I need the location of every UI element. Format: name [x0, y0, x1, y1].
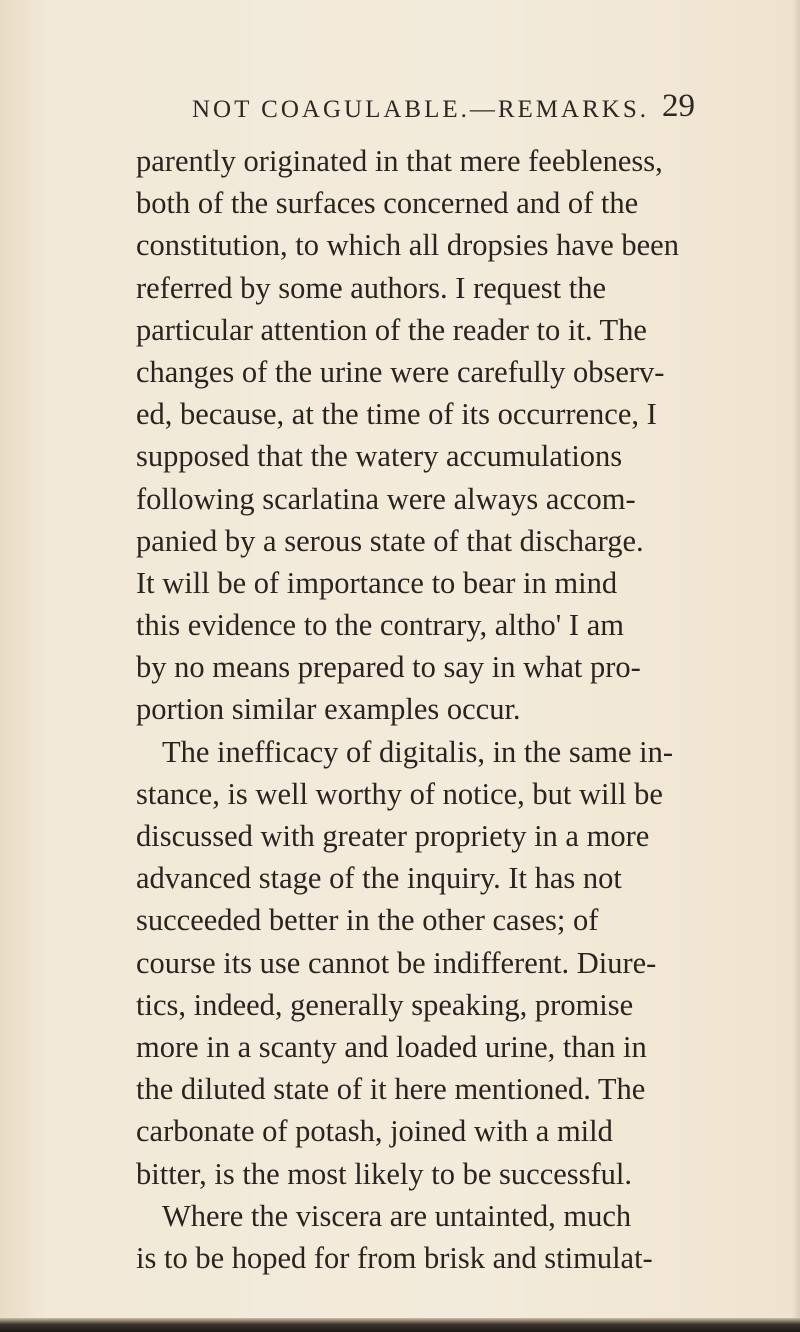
page-edge-shadow — [792, 0, 800, 1332]
text-line: portion similar examples occur. — [136, 692, 521, 727]
text-line: parently originated in that mere feebleness, — [136, 144, 663, 178]
text-line: bitter, is the most likely to be successful. — [136, 1156, 633, 1191]
text-line: course its use cannot be indifferent. Diure- — [136, 945, 657, 980]
bottom-edge-rule — [0, 1318, 800, 1332]
text-line: referred by some authors. I request the — [136, 270, 607, 305]
page-number: 29 — [662, 88, 695, 124]
text-line: changes of the urine were carefully observ- — [136, 354, 665, 389]
text-line: stance, is well worthy of notice, but will be — [136, 776, 663, 811]
text-line: by no means prepared to say in what pro- — [136, 650, 641, 685]
text-line: following scarlatina were always accom- — [136, 481, 636, 516]
text-line: both of the surfaces concerned and of the — [136, 186, 639, 221]
text-line: this evidence to the contrary, altho' I am — [136, 608, 624, 643]
paragraph-start-line: Where the viscera are untainted, much — [162, 1198, 632, 1233]
text-line: discussed with greater propriety in a more — [136, 819, 650, 853]
running-head: NOT COAGULABLE.—REMARKS. — [192, 96, 649, 123]
text-line: supposed that the watery accumulations — [136, 439, 623, 474]
text-line: tics, indeed, generally speaking, promise — [136, 987, 634, 1022]
text-line: constitution, to which all dropsies have been — [136, 228, 679, 263]
text-line: particular attention of the reader to it. The — [136, 312, 647, 347]
text-line: panied by a serous state of that discharge. — [136, 523, 644, 558]
text-line: ed, because, at the time of its occurrence, I — [136, 397, 657, 432]
paragraph-start-line: The inefficacy of digitalis, in the same in- — [162, 734, 673, 769]
text-line: more in a scanty and loaded urine, than in — [136, 1029, 647, 1064]
text-line: carbonate of potash, joined with a mild — [136, 1114, 613, 1149]
text-line: is to be hoped for from brisk and stimulat- — [136, 1240, 653, 1275]
text-line: the diluted state of it here mentioned. The — [136, 1072, 646, 1107]
text-line: succeeded better in the other cases; of — [136, 903, 599, 938]
text-line: advanced stage of the inquiry. It has not — [136, 861, 622, 896]
body-text — [136, 140, 776, 1279]
text-line: It will be of importance to bear in mind — [136, 565, 618, 600]
